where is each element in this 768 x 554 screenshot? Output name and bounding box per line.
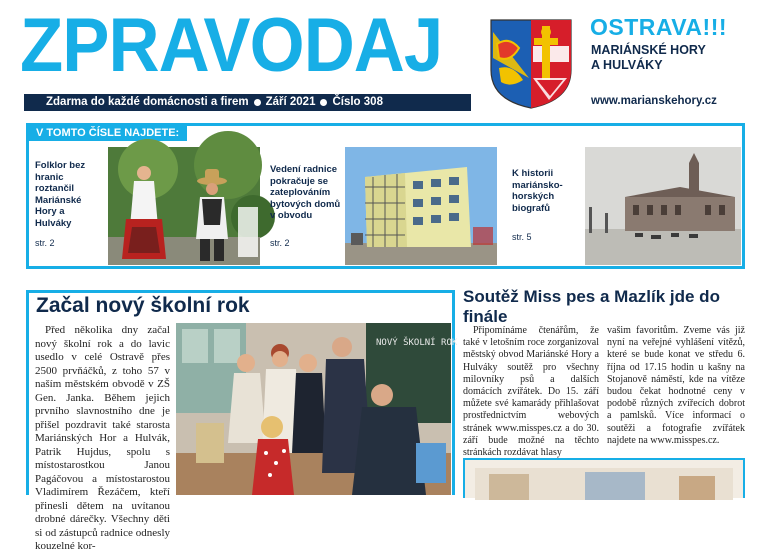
contents-heading: V TOMTO ČÍSLE NAJDETE: bbox=[29, 126, 187, 141]
district-line-2: A HULVÁKY bbox=[591, 58, 663, 72]
miss-article-column-2: vašim favoritům. Zveme vás již nyní na veřejné vyhlášení vítězů, které se bude konat ve středu 6. října od 17.15 hodin u kašny na Stojanově náměstí, kde na vítěze budou čekat hodnotné ceny v podobě různých zvířecích dobrot a pamlsků. Více informací o soutěži a fotografie zvířátek najdete na www.misspes.cz. bbox=[607, 325, 745, 446]
folklore-photo[interactable] bbox=[108, 147, 260, 265]
school-article-body: Před několika dny začal nový školní rok a do lavic usedlo v celé Ostravě přes 2500 prvňáčků, z toho 57 v naším městském obvodě v ZŠ Gen. Janka. Během jejich prvního slavnostního dne je přišel pozdravit také starosta Mariánských Hor a Hulvák, Patrik Hujdus, spolu s místostarostkou Janou Pagáčovou a místostarostou Vladimírem Řezáčem, kteří přinesli dětem na uvítanou drobné dárečky. Všechny děti si od zástupců radnice odnesly kouzelné kor- bbox=[35, 324, 170, 552]
miss-article-column-1: Připomínáme čtenářům, že také v letošním roce zorganizoval městský obvod Mariánské Hory a Hulváky soutěž pro všechny milovníky psů a dalších domácích zvířátek. Do 15. září můžete své kamarády přihlašovat prostřednictvím webových stránek www.misspes.cz a do 30. září bude možné na těchto stránkách rozdávat hlasy bbox=[463, 325, 599, 459]
miss-article-title: Soutěž Miss pes a Mazlík jde do finále bbox=[463, 287, 720, 326]
miss-article-image-box bbox=[463, 458, 745, 498]
building-photo-image bbox=[345, 147, 497, 265]
historic-photo[interactable] bbox=[585, 147, 741, 265]
masthead-title: ZPRAVODAJ bbox=[20, 3, 443, 88]
folklore-photo-image bbox=[108, 147, 260, 265]
teaser-page: str. 2 bbox=[270, 238, 290, 248]
masthead-subtitle-bar bbox=[24, 94, 471, 111]
district-name bbox=[591, 43, 761, 73]
separator-dot-icon bbox=[320, 99, 327, 106]
teaser-title[interactable]: K historii mariánsko-horských biografů bbox=[512, 168, 563, 214]
coat-of-arms-icon bbox=[489, 18, 573, 110]
building-photo[interactable] bbox=[345, 147, 497, 265]
historic-photo-image bbox=[585, 147, 741, 265]
school-photo-image bbox=[176, 323, 458, 495]
school-photo[interactable] bbox=[176, 323, 458, 495]
miss-article-image bbox=[465, 460, 743, 500]
city-name: OSTRAVA!!! bbox=[590, 14, 728, 40]
subtitle-date: Září 2021 bbox=[265, 96, 316, 108]
subtitle-issue: Číslo 308 bbox=[332, 96, 383, 108]
subtitle-free: Zdarma do každé domácnosti a firem bbox=[46, 96, 249, 108]
teaser-title[interactable]: Vedení radnice pokračuje se zateplováním bytových domů v obvodu bbox=[270, 164, 341, 221]
contents-box bbox=[26, 123, 745, 269]
school-article-title: Začal nový školní rok bbox=[36, 294, 250, 317]
school-article bbox=[26, 290, 458, 552]
teaser-page: str. 5 bbox=[512, 232, 532, 242]
teaser-title[interactable]: Folklor bez hranic roztančil Mariánské Hory a Hulváky bbox=[35, 160, 86, 229]
chalkboard-text: NOVÝ ŠKOLNÍ ROK bbox=[376, 338, 458, 348]
separator-dot-icon bbox=[254, 99, 261, 106]
website-link[interactable]: www.marianskehory.cz bbox=[591, 95, 717, 107]
district-line-1: MARIÁNSKÉ HORY bbox=[591, 43, 706, 57]
teaser-page: str. 2 bbox=[35, 238, 55, 248]
